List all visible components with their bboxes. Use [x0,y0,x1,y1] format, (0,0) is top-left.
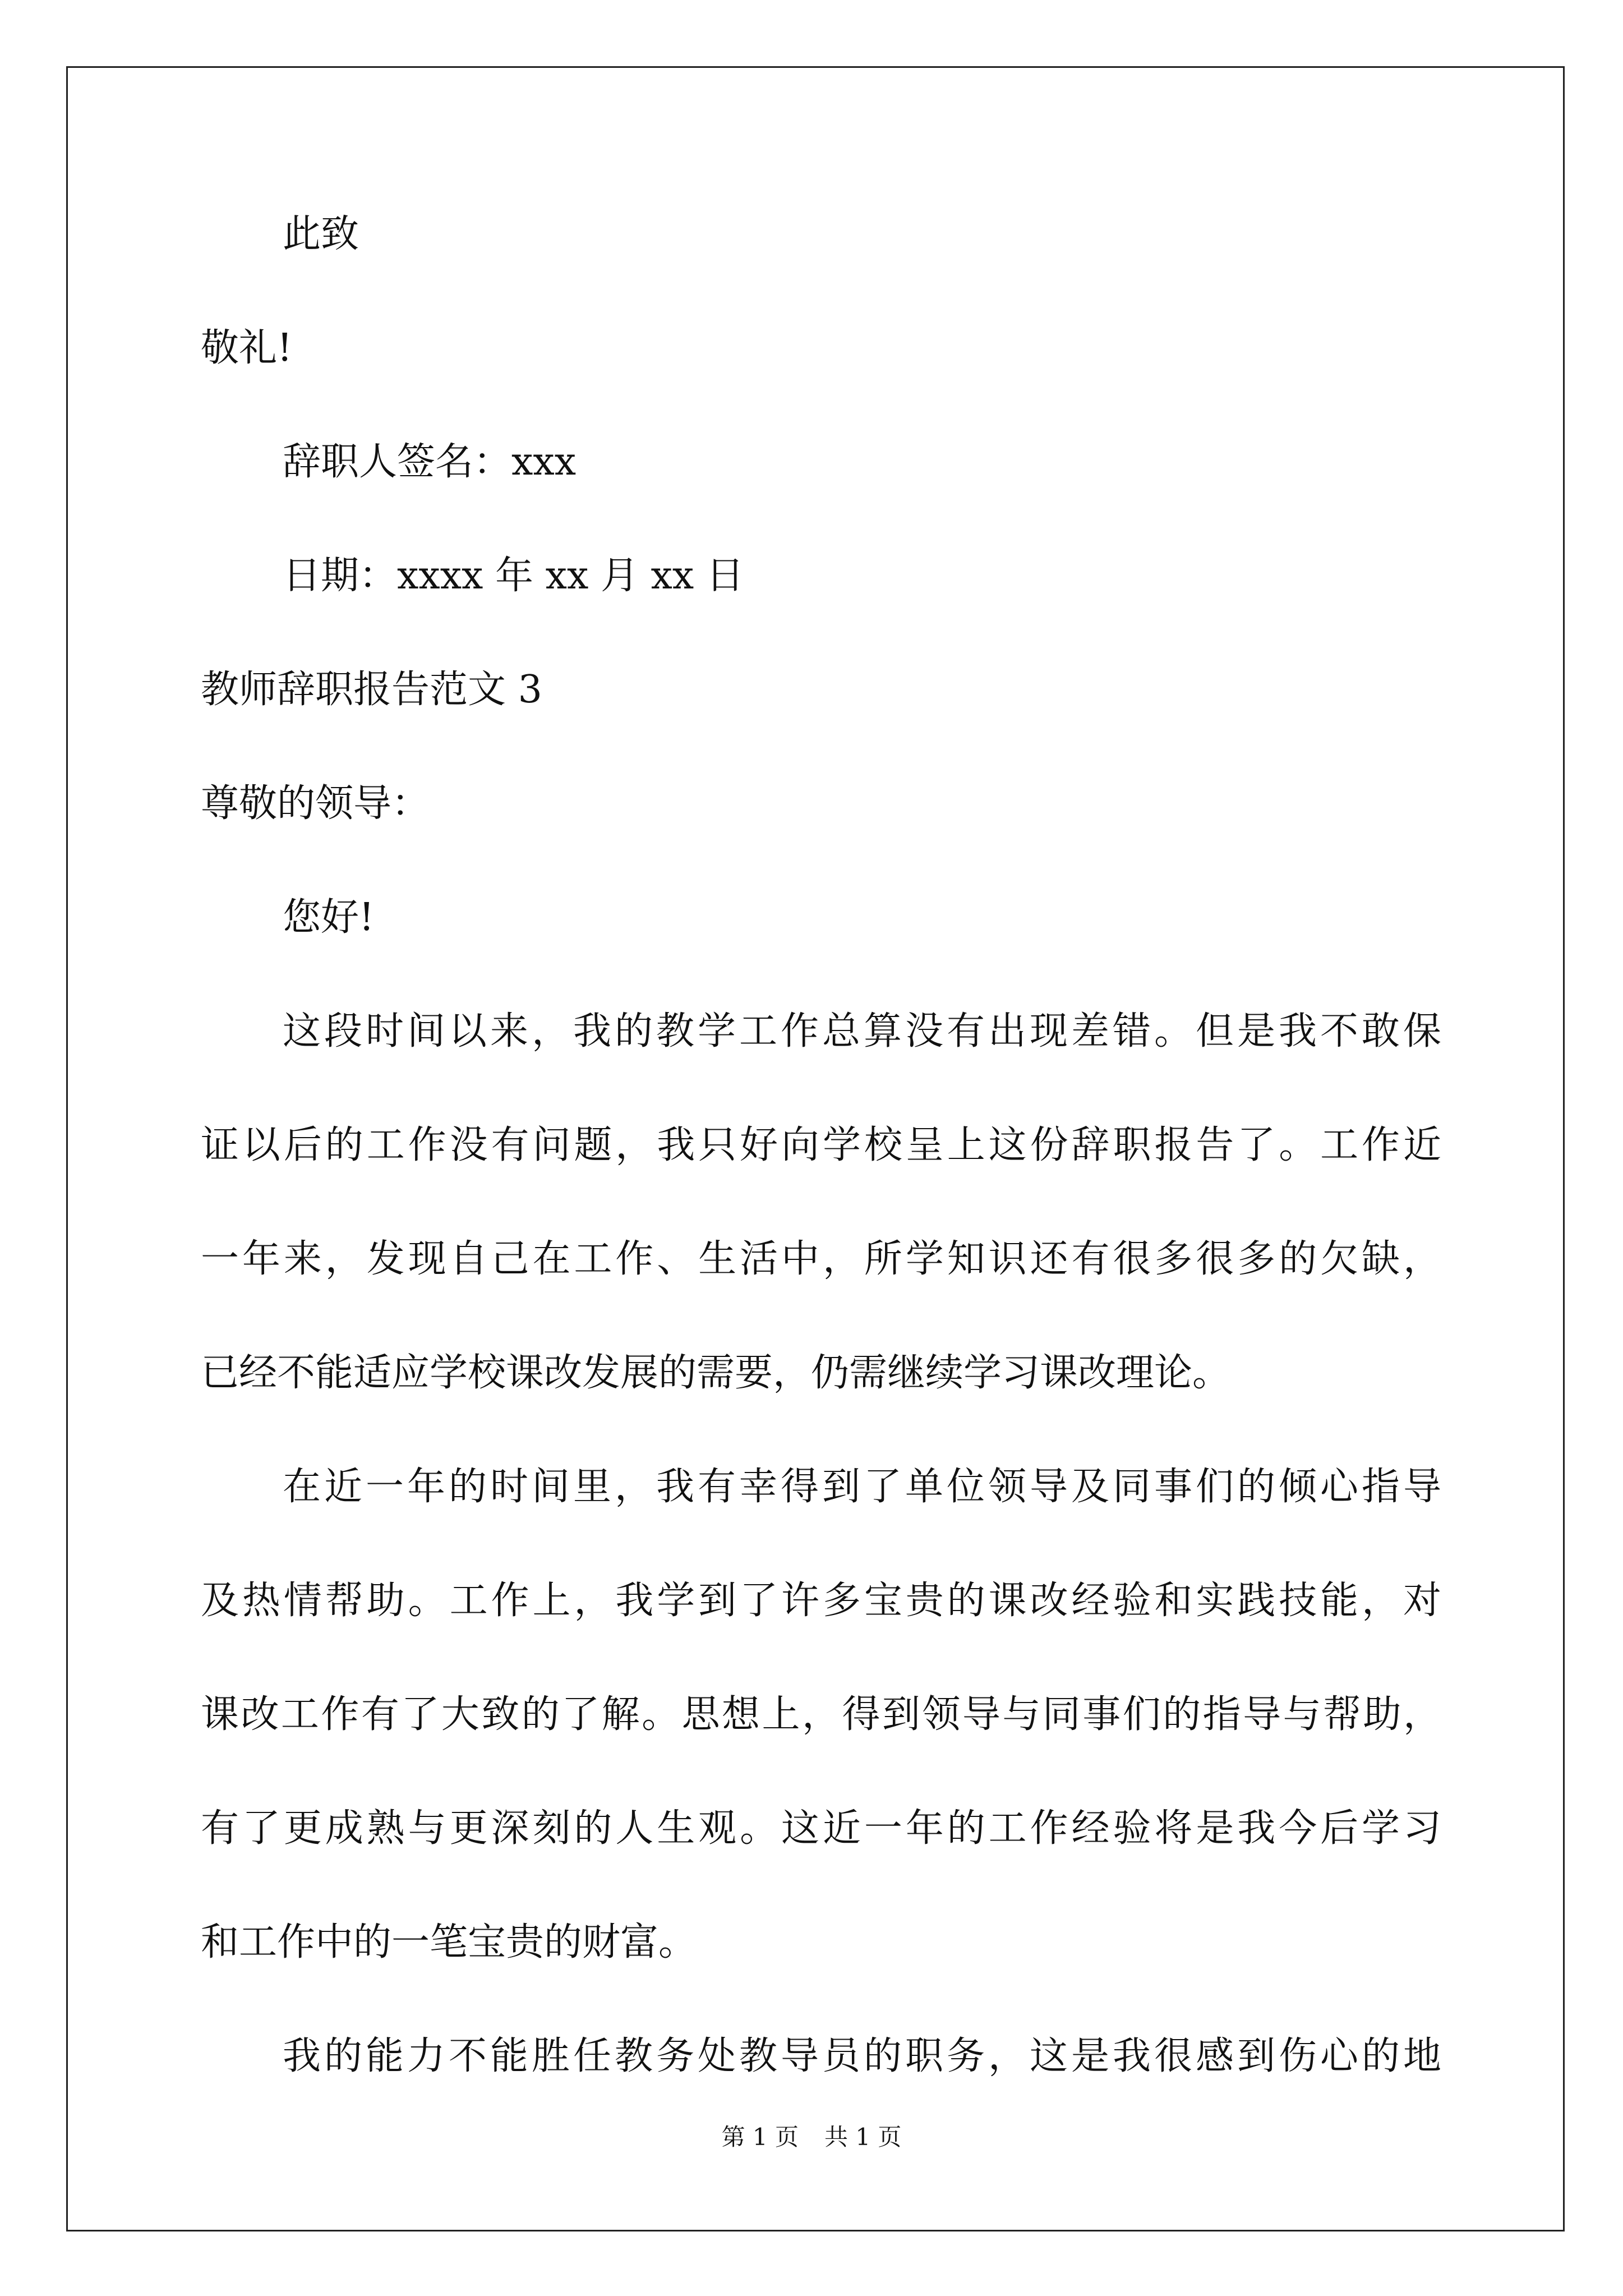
closing-regards: 敬礼! [201,326,293,370]
paragraph-line: 我的能力不能胜任教务处教导员的职务，这是我很感到伤心的地 [283,2034,1441,2078]
page-footer [0,2120,1623,2154]
paragraph-line: 在近一年的时间里，我有幸得到了单位领导及同事们的倾心指导 [283,1465,1441,1509]
paragraph-line: 已经不能适应学校课改发展的需要，仍需继续学习课改理论。 [201,1351,1231,1395]
paragraph-line: 这段时间以来，我的教学工作总算没有出现差错。但是我不敢保 [283,1009,1441,1053]
section-title: 教师辞职报告范文 3 [201,668,542,712]
document-body [201,208,1441,2143]
paragraph-line: 和工作中的一笔宝贵的财富。 [201,1920,697,1964]
paragraph-line: 证以后的工作没有问题，我只好向学校呈上这份辞职报告了。工作近 [201,1123,1441,1167]
paragraph-line: 有了更成熟与更深刻的人生观。这近一年的工作经验将是我今后学习 [201,1806,1441,1851]
paragraph-line: 一年来，发现自己在工作、生活中，所学知识还有很多很多的欠缺， [201,1237,1441,1281]
salutation: 尊敬的领导： [201,781,430,826]
closing-salutation: 此致 [283,212,359,256]
signature-line: 辞职人签名：xxx [283,440,577,484]
page-total: 共 1 页 [824,2123,902,2151]
paragraph-line: 课改工作有了大致的了解。思想上，得到领导与同事们的指导与帮助， [201,1692,1441,1737]
page-number: 第 1 页 [721,2123,799,2151]
date-line: 日期：xxxx 年 xx 月 xx 日 [283,554,744,598]
paragraph-line: 及热情帮助。工作上，我学到了许多宝贵的课改经验和实践技能，对 [201,1579,1441,1623]
greeting: 您好! [283,895,375,940]
